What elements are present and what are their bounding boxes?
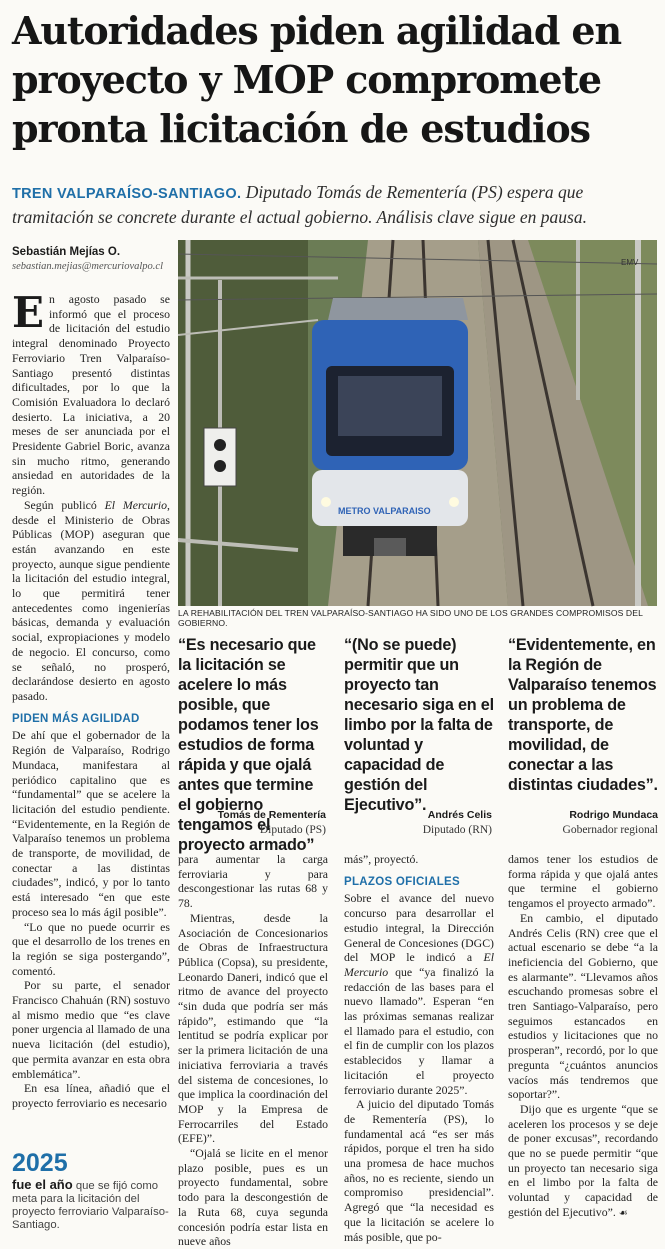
body-paragraph: De ahí que el gobernador de la Región de Valparaíso, Rodrigo Mundaca, manifestara al periódico capitalino que es “fundamental” que se acelere la licitación del estudio pendiente. “Evidentemente, en la Región de Valparaíso tenemos un problema de transporte, de movilidad, de conectar a las distintas ciudades”, indicó, y por lo tanto está interesado “en que este proceso sea lo más ágil posible”. [12, 728, 170, 919]
stat-lead: fue el año [12, 1177, 73, 1192]
body-column-1 [12, 288, 170, 1111]
paragraph-text: Sobre el avance del nuevo concurso para desarrollar el estudio integral, la Dirección General de Concesiones (DGC) del MOP le indicó a [344, 891, 494, 965]
stat-box [12, 1150, 172, 1232]
body-paragraph: “Ojalá se licite en el menor plazo posible, pues es un proyecto fundamental, sobre todo para la descongestión de la Ruta 68, cuya segunda concesión podría estar lista en nueve años [178, 1146, 328, 1249]
quote-author: Andrés Celis [427, 809, 492, 821]
body-paragraph: para aumentar la carga ferroviaria y para descongestionar las rutas 68 y 78. [178, 852, 328, 911]
quote-author: Tomás de Rementería [217, 809, 326, 821]
body-column-2 [178, 852, 328, 1249]
body-paragraph: damos tener los estudios de forma rápida y que ojalá antes que termine el gobierno tengamos el proyecto armado”. [508, 852, 658, 911]
stat-number: 2025 [12, 1149, 68, 1177]
pull-quote: “Evidentemente, en la Región de Valparaíso tenemos un problema de transporte, de movilidad, de conectar a las distintas ciudades”. [508, 636, 658, 794]
body-paragraph [344, 891, 494, 1097]
body-paragraph [508, 1102, 658, 1222]
quote-attribution [508, 808, 658, 838]
quote-role: Diputado (RN) [422, 824, 492, 836]
body-column-4 [508, 852, 658, 1222]
publication-name: El Mercurio [104, 497, 168, 512]
subhead: PIDEN MÁS AGILIDAD [12, 712, 140, 725]
deck-text: Diputado Tomás de Rementería (PS) espera que tramitación se concrete durante el actual gobierno. Análisis clave sigue en pausa. [12, 182, 587, 227]
publication-name: El Mercurio [344, 950, 494, 979]
body-paragraph [12, 498, 170, 704]
headline: Autoridades piden agilidad en proyecto y MOP compromete pronta licitación de estudios [12, 8, 622, 151]
body-paragraph: más”, proyectó. [344, 852, 419, 866]
quote-attribution [176, 808, 326, 838]
train-label: METRO VALPARAISO [338, 506, 431, 516]
deck-kicker: TREN VALPARAÍSO-SANTIAGO. [12, 186, 242, 202]
body-paragraph: En cambio, el diputado Andrés Celis (RN) cree que el actual escenario se debe “a la ineficiencia del Gobierno, que es alarmante”. “Llevamos años escuchando promesas sobre el tren Santiago-Valparaíso, pero seguimos estancados en estudios y licitaciones que no prosperan”, recordó, por lo que pregunta “¿cuántos anuncios vacíos más tendremos que soportar?”. [508, 910, 658, 1102]
body-paragraph: En esa línea, añadió que el proyecto ferroviario es necesario [12, 1081, 170, 1110]
paragraph-text: Dijo que es urgente “que se aceleren los procesos y se deje de poner excusas”, recordando que no se puede permitir “que un proyecto tan necesario siga en el limbo por la falta de voluntad y capacidad de gestión del Ejecutivo”. [508, 1101, 658, 1219]
author-email: sebastian.mejias@mercuriovalpo.cl [12, 261, 163, 272]
dropcap: E [12, 288, 45, 337]
subhead: PLAZOS OFICIALES [344, 875, 460, 888]
stat-text: que se fijó como meta para la licitación del proyecto ferroviario Valparaíso-Santiago. [12, 1180, 169, 1231]
quote-role: Diputado (PS) [259, 824, 326, 836]
paragraph-text: que “ya finalizó la redacción de las bases para el nuevo llamado”. Esperan “en las próximas semanas realizar el llamado para el estudio, con el fin de cumplir con los plazos establecidos y llamar a licitación el proyecto ferroviario durante 2025”. [344, 964, 494, 1097]
body-paragraph: Mientras, desde la Asociación de Concesionarios de Obras de Infraestructura Pública (Copsa), su presidente, Leonardo Daneri, indicó que el ritmo de avance del proyecto “sin duda que podría ser más rápido”, estimando que “la lentitud se podría explicar por ser la primera licitación de una iniciativa ferroviaria a través del sistema de concesiones, lo que implica la coordinación del MOP y la Empresa de Ferrocarriles del Estado (EFE)”. [178, 910, 328, 1146]
quote-role: Gobernador regional [562, 824, 658, 836]
body-column-3 [344, 852, 494, 1244]
photo-credit: EMV [621, 258, 639, 267]
stat-caption [12, 1178, 172, 1232]
body-paragraph [12, 288, 170, 498]
paragraph-text: n agosto pasado se informó que el proceso de licitación del estudio integral denominado Proyecto Ferroviario Tren Valparaíso-Santiago presentó distintas dificultades, por lo que la Comisión Evaluadora lo declaró desierto. La iniciativa, a 20 meses de ser anunciada por el Presidente Gabriel Boric, avanza sin mucho ritmo, generando ansiedad en autoridades de la región. [12, 292, 170, 498]
author-name: Sebastián Mejías O. [12, 246, 121, 258]
quote-author: Rodrigo Mundaca [569, 809, 658, 821]
pull-quote: “Es necesario que la licitación se acelere lo más posible, que podamos tener los estudios de forma rápida y que ojalá antes que termine el gobierno tengamos el proyecto armado” [178, 636, 319, 854]
byline [12, 246, 172, 272]
pull-quote: “(No se puede) permitir que un proyecto tan necesario siga en el limbo por la falta de voluntad y capacidad de gestión del Ejecutivo”. [344, 636, 494, 814]
end-mark-icon: ☙ [618, 1207, 628, 1219]
body-paragraph: “Lo que no puede ocurrir es que el desarrollo de los trenes en la región se siga postergando”, comentó. [12, 919, 170, 978]
deck [12, 181, 657, 229]
body-paragraph: A juicio del diputado Tomás de Rementería (PS), lo fundamental acá “es ser más rápidos, porque el tren ha sido una promesa de hace muchos años, no es reciente, siendo un compromiso presidencial”. Agregó que “la necesidad es que la licitación se acelere lo más posible, que po- [344, 1097, 494, 1244]
body-paragraph: Por su parte, el senador Francisco Chahuán (RN) sostuvo al mismo medio que “es clave poner urgencia al llamado de una nueva licitación (del estudio), que permita avanzar en esta obra emblemática”. [12, 978, 170, 1081]
train-illustration [178, 240, 657, 606]
quote-attribution [342, 808, 492, 838]
paragraph-text: , desde el Ministerio de Obras Públicas (MOP) aseguran que están avanzando en este proyecto, aunque sigue pendiente la licitación del estudio integral, lo que permitirá tener antecedentes como ingenierías básicas, demanda y evaluación social, expropiaciones y modelo de negocio. El concurso, como se señaló, no prosperó, declarándose desierto en agosto pasado. [12, 497, 170, 703]
train-photo [178, 240, 657, 606]
photo-caption: LA REHABILITACIÓN DEL TREN VALPARAÍSO-SANTIAGO HA SIDO UNO DE LOS GRANDES COMPROMISOS DEL GOBIERNO. [178, 608, 643, 628]
paragraph-text: Según publicó [24, 497, 105, 512]
